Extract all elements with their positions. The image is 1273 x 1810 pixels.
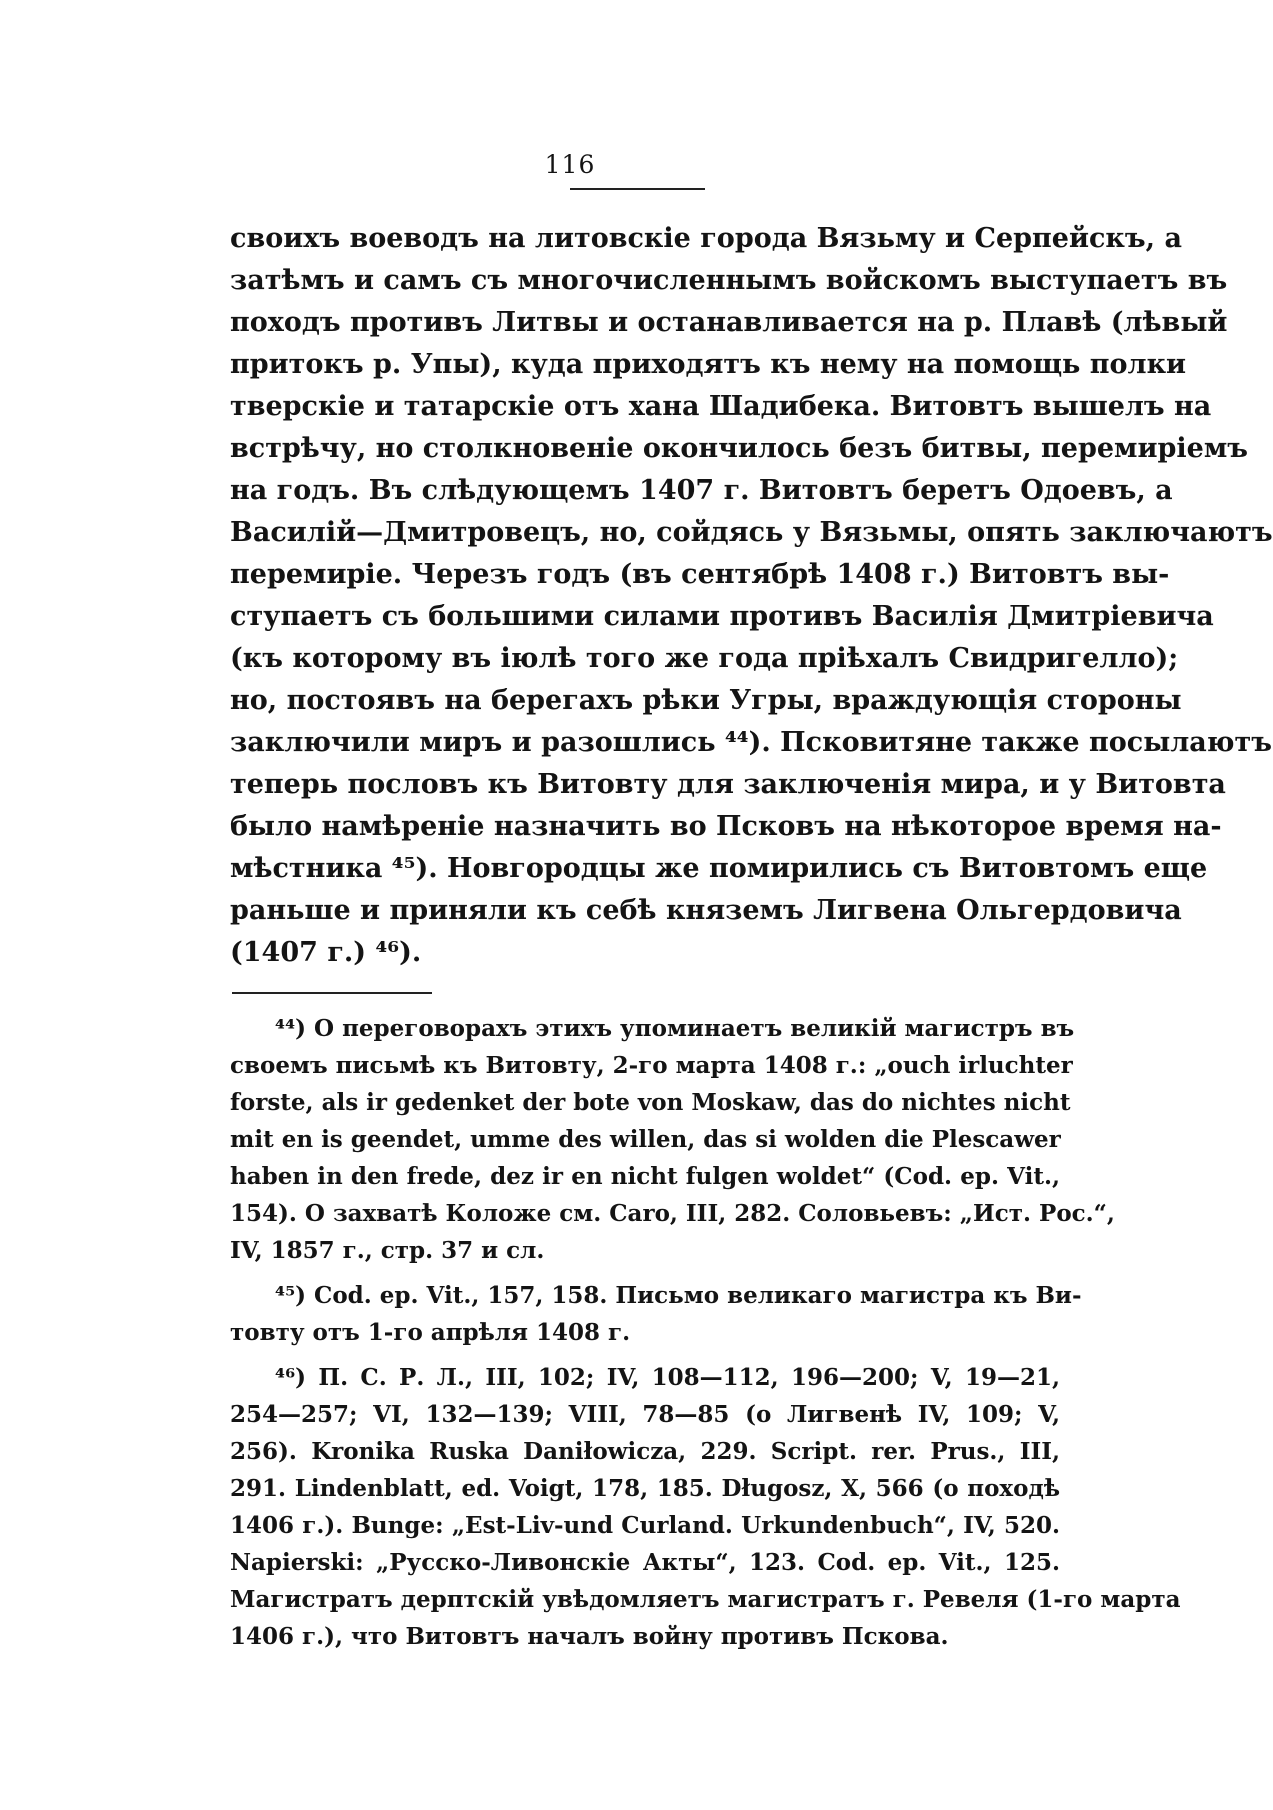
footnote-line: своемъ письмѣ къ Витовту, 2-го марта 1408 г.: „ouch irluchter (230, 1052, 1073, 1079)
text-line: походъ противъ Литвы и останавливается на р. Плавѣ (лѣвый (230, 307, 1228, 338)
footnote-44 (230, 1010, 1115, 1269)
header-rule (570, 188, 705, 190)
footnote-line: Магистратъ дерптскій увѣдомляетъ магистратъ г. Ревеля (1-го марта (230, 1586, 1181, 1613)
footnote-line: Napierski: „Русско-Ливонскіе Акты“, 123. Cod. ep. Vit., 125. (230, 1549, 1060, 1576)
text-line: заключили миръ и разошлись ⁴⁴). Псковитяне также посылаютъ (230, 727, 1272, 758)
text-line: перемиріе. Черезъ годъ (въ сентябрѣ 1408 г.) Витовтъ вы- (230, 559, 1170, 590)
footnote-rule (232, 992, 432, 994)
text-line: тверскіе и татарскіе отъ хана Шадибека. Витовтъ вышелъ на (230, 391, 1212, 422)
main-text (230, 218, 1273, 974)
footnote-line: 1406 г.). Bunge: „Est-Liv-und Curland. Urkundenbuch“, IV, 520. (230, 1512, 1060, 1539)
footnote-line: 254—257; VI, 132—139; VIII, 78—85 (о Лигвенѣ IV, 109; V, (230, 1401, 1060, 1428)
text-line: притокъ р. Упы), куда приходятъ къ нему на помощь полки (230, 349, 1187, 380)
text-line: на годъ. Въ слѣдующемъ 1407 г. Витовтъ беретъ Одоевъ, а (230, 475, 1173, 506)
footnote-line: 256). Kronika Ruska Daniłowicza, 229. Script. rer. Prus., III, (230, 1438, 1060, 1465)
footnote-line: mit en is geendet, umme des willen, das si wolden die Plescawer (230, 1126, 1061, 1153)
footnote-line: IV, 1857 г., стр. 37 и сл. (230, 1237, 545, 1264)
footnotes (230, 1010, 1181, 1655)
footnote-line: ⁴⁴) О переговорахъ этихъ упоминаетъ великій магистръ въ (275, 1015, 1075, 1042)
text-line: но, постоявъ на берегахъ рѣки Угры, враждующія стороны (230, 685, 1182, 716)
footnote-line: ⁴⁵) Cod. ep. Vit., 157, 158. Письмо великаго магистра къ Ви- (275, 1282, 1082, 1309)
footnote-line: товту отъ 1-го апрѣля 1408 г. (230, 1319, 631, 1346)
text-line: своихъ воеводъ на литовскіе города Вязьму и Серпейскъ, а (230, 223, 1182, 254)
footnote-line: ⁴⁶) П. С. Р. Л., III, 102; IV, 108—112, 196—200; V, 19—21, (275, 1364, 1060, 1391)
text-line: (1407 г.) ⁴⁶). (230, 937, 422, 968)
text-line: было намѣреніе назначить во Псковъ на нѣкоторое время на- (230, 811, 1222, 842)
text-line: теперь пословъ къ Витовту для заключенія мира, и у Витовта (230, 769, 1226, 800)
page-number: 116 (544, 150, 596, 179)
text-line: Василій—Дмитровецъ, но, сойдясь у Вязьмы, опять заключаютъ (230, 517, 1273, 548)
footnote-line: haben in den frede, dez ir en nicht fulgen woldet“ (Cod. ep. Vit., (230, 1163, 1060, 1190)
text-line: раньше и приняли къ себѣ княземъ Лигвена Ольгердовича (230, 895, 1182, 926)
footnote-45 (230, 1277, 1082, 1351)
text-line: (къ которому въ іюлѣ того же года пріѣхалъ Свидригелло); (230, 643, 1179, 674)
footnote-line: 154). О захватѣ Коложе см. Caro, III, 282. Соловьевъ: „Ист. Рос.“, (230, 1200, 1115, 1227)
footnote-line: 291. Lindenblatt, ed. Voigt, 178, 185. Długosz, X, 566 (о походѣ (230, 1475, 1060, 1502)
text-line: затѣмъ и самъ съ многочисленнымъ войскомъ выступаетъ въ (230, 265, 1228, 296)
text-line: мѣстника ⁴⁵). Новгородцы же помирились съ Витовтомъ еще (230, 853, 1208, 884)
footnote-46 (230, 1359, 1181, 1655)
text-line: встрѣчу, но столкновеніе окончилось безъ битвы, перемиріемъ (230, 433, 1248, 464)
footnote-line: forste, als ir gedenket der bote von Moskaw, das do nichtes nicht (230, 1089, 1071, 1116)
text-line: ступаетъ съ большими силами противъ Василія Дмитріевича (230, 601, 1214, 632)
footnote-line: 1406 г.), что Витовтъ началъ войну противъ Пскова. (230, 1623, 949, 1650)
